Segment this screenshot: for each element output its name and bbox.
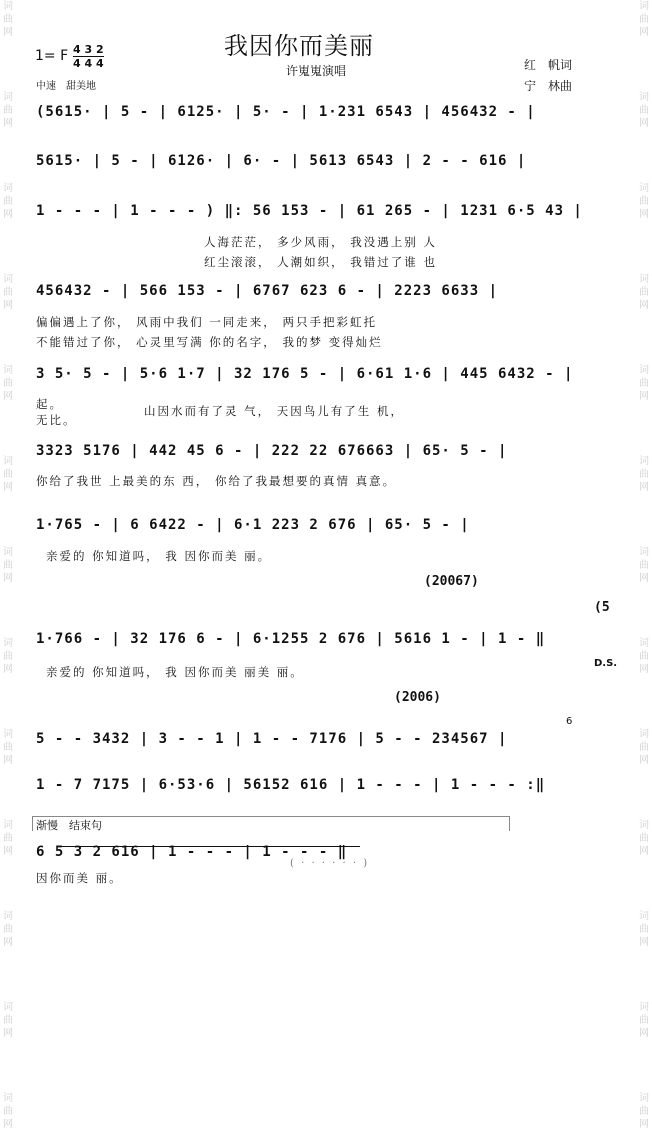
ending-rule [60, 846, 360, 847]
score-line-11: 6 5 3 2 616 | 1 - - - | 1 - - - ‖ [36, 844, 348, 860]
composer-credit: 宁 林曲 [524, 79, 573, 93]
score-line-1: (5615· | 5 - | 6125· | 5· - | 1·231 6543 | 456432 - | [36, 104, 536, 120]
score-line-4: 456432 - | 566 153 - | 6767 623 6 - | 2223 6633 | [36, 283, 499, 299]
lyricist-credit: 红 帆词 [524, 58, 573, 72]
alt-ending-2: (2006) [394, 690, 441, 705]
score-line-3: 1 - - - | 1 - - - ) ‖: 56 153 - | 61 265 - | 1231 6·5 43 | [36, 203, 583, 219]
dal-segno-mark: D.S. [594, 658, 618, 669]
lyric-line-5-main: 山因水而有了灵 气， 天因鸟儿有了生 机， [144, 404, 404, 418]
lyric-line-4a: 偏偏遇上了你， 风雨中我们 一同走来， 两只手把彩虹托 [36, 315, 377, 329]
score-line-8: 1·766 - | 32 176 6 - | 6·1255 2 676 | 5616 1 - | 1 - ‖ [36, 631, 546, 647]
lyric-line-6: 你给了我世 上最美的东 西， 你给了我最想要的真情 真意。 [36, 474, 397, 488]
lyric-line-3a: 人海茫茫， 多少风雨， 我没遇上别 人 [204, 235, 437, 249]
ending-label: 渐慢 结束句 [32, 816, 510, 831]
tempo-marking: 中速 甜美地 [36, 81, 96, 92]
lyric-line-8: 亲爱的 你知道吗， 我 因你而美 丽美 丽。 [46, 665, 304, 679]
singer-credit: 许嵬嵬演唱 [286, 64, 347, 78]
coda-start: (5 [594, 600, 610, 615]
score-line-2: 5615· | 5 - | 6126· | 6· - | 5613 6543 | 2 - - 616 | [36, 153, 527, 169]
key-signature: 1= F [35, 48, 69, 64]
ending-tail: ( · · · · · · ) [290, 858, 370, 869]
lyric-line-5a: 起。 [36, 397, 63, 411]
time-signature: 4 3 2 4 4 4 [73, 43, 104, 70]
watermark-left: 词曲网 词曲网 词曲网 词曲网 词曲网 词曲网 词曲网 词曲网 词曲网 词曲网 词曲网 词曲网 词曲网 [3, 1, 13, 1130]
song-title: 我因你而美丽 [224, 32, 374, 60]
alt-ending-1: (20067) [424, 574, 479, 589]
lyric-line-7: 亲爱的 你知道吗， 我 因你而美 丽。 [46, 549, 272, 563]
score-line-5: 3 5· 5 - | 5·6 1·7 | 32 176 5 - | 6·61 1·6 | 445 6432 - | [36, 366, 574, 382]
tuplet-marker: 6 [566, 716, 573, 727]
lyric-line-3b: 红尘滚滚， 人潮如织， 我错过了谁 也 [204, 255, 437, 269]
score-line-10: 1 - 7 7175 | 6·53·6 | 56152 616 | 1 - - - | 1 - - - :‖ [36, 777, 546, 793]
score-line-6: 3323 5176 | 442 45 6 - | 222 22 676663 | 65· 5 - | [36, 443, 508, 459]
score-line-9: 5 - - 3432 | 3 - - 1 | 1 - - 7176 | 5 - - 234567 | [36, 731, 508, 747]
watermark-right: 词曲网 词曲网 词曲网 词曲网 词曲网 词曲网 词曲网 词曲网 词曲网 词曲网 词曲网 词曲网 词曲网 [639, 1, 649, 1130]
lyric-line-11: 因你而美 丽。 [36, 871, 123, 885]
score-line-7: 1·765 - | 6 6422 - | 6·1 223 2 676 | 65· 5 - | [36, 517, 470, 533]
lyric-line-5b: 无比。 [36, 413, 77, 427]
lyric-line-4b: 不能错过了你， 心灵里写满 你的名字， 我的梦 变得灿烂 [36, 335, 383, 349]
